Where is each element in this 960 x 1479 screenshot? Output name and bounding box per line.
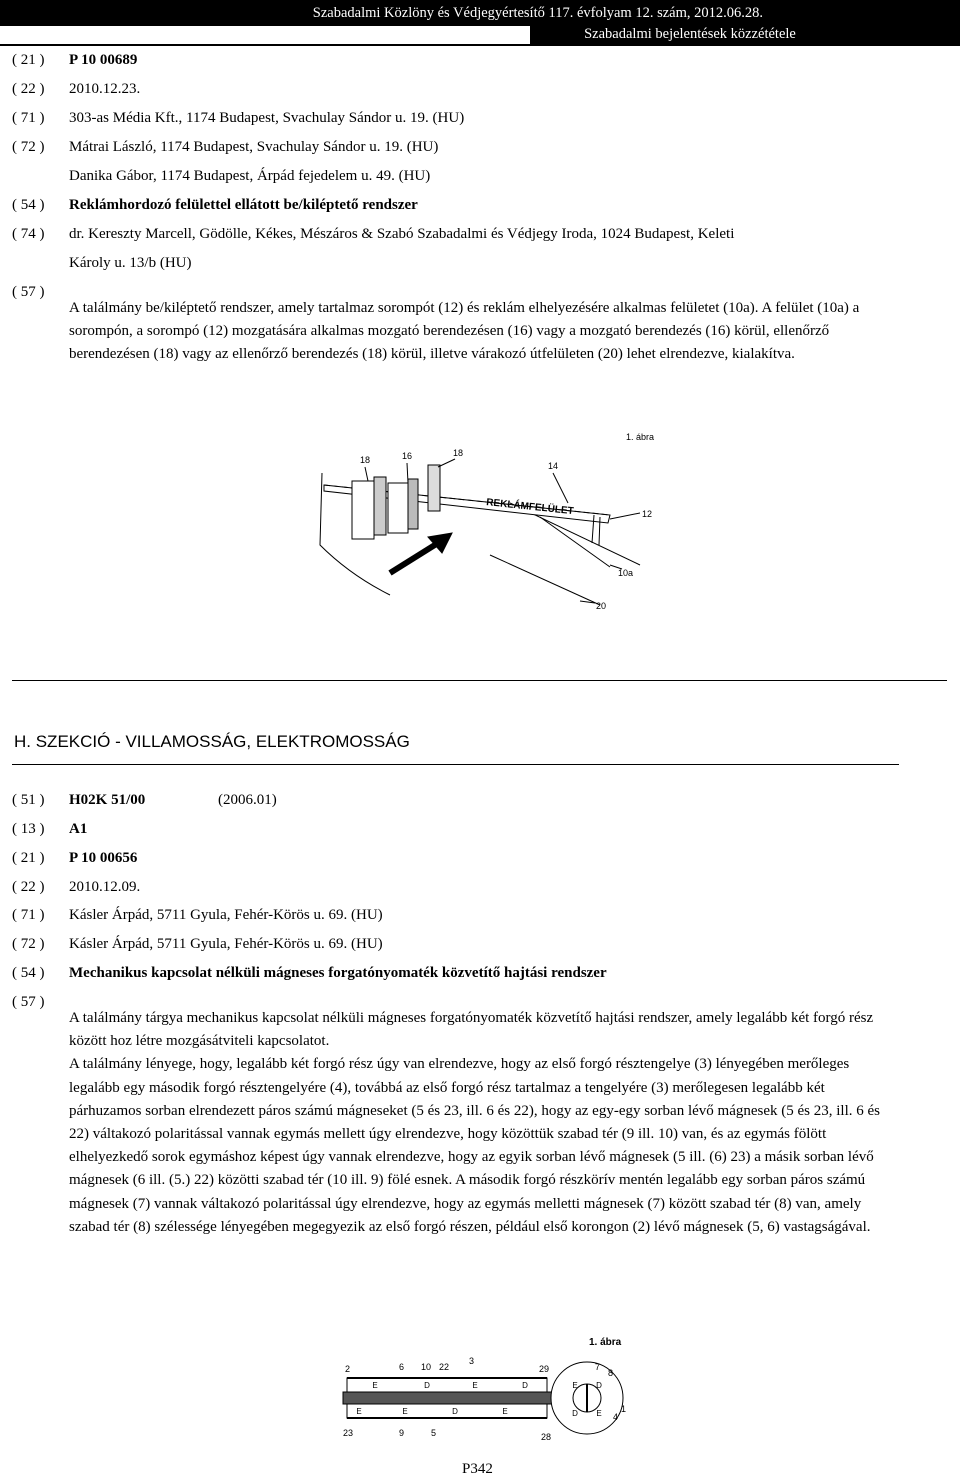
fig2-label-4: 4 xyxy=(613,1412,619,1422)
rotor-magnet-D2: D xyxy=(572,1409,578,1418)
post-16 xyxy=(388,483,408,533)
fig2-label-3: 3 xyxy=(469,1356,475,1366)
post-18-left-side xyxy=(374,477,386,535)
label-16: 16 xyxy=(402,451,413,461)
entry1-row-74: ( 74 ) dr. Kereszty Marcell, Gödölle, Kékes, Mészáros & Szabó Szabadalmi és Védjegy Iroda, 1024 Budapest, Keleti xyxy=(12,226,735,242)
fig2-label-22: 22 xyxy=(439,1362,450,1372)
entry1-row-72: ( 72 ) Mátrai László, 1174 Budapest, Svachulay Sándor u. 19. (HU) xyxy=(12,139,439,155)
entry1-row-21: ( 21 ) P 10 00689 xyxy=(12,52,138,68)
entry2-row-57: ( 57 ) xyxy=(12,994,45,1010)
label-18-left: 18 xyxy=(360,455,371,465)
figure1-caption: 1. ábra xyxy=(626,432,655,442)
entry1-row-72b: Danika Gábor, 1174 Budapest, Árpád fejedelem u. 49. (HU) xyxy=(69,168,431,184)
label-20: 20 xyxy=(596,601,607,611)
fig2-label-1: 1 xyxy=(621,1404,627,1414)
section-header xyxy=(0,22,960,46)
post-18-left xyxy=(352,481,374,539)
entry1-row-74b: Károly u. 13/b (HU) xyxy=(69,255,192,271)
magnet-E1: E xyxy=(372,1381,378,1390)
leader-18a xyxy=(365,467,368,481)
entry2-row-71: ( 71 ) Kásler Árpád, 5711 Gyula, Fehér-Körös u. 69. (HU) xyxy=(12,907,383,923)
entry2-abstract-p1: A találmány tárgya mechanikus kapcsolat nélküli mágneses forgatónyomaték közvetítő hajtási rendszer, amely legalább két forgó rész között hoz létre mozgásátviteli kapcsolatot. xyxy=(69,1010,874,1050)
barrier-figure xyxy=(310,425,670,620)
entry2-row-54: ( 54 ) Mechanikus kapcsolat nélküli mágneses forgatónyomaték közvetítő hajtási rendszer xyxy=(12,965,607,981)
rotor-magnet-E: E xyxy=(572,1381,578,1390)
fig2-label-29: 29 xyxy=(539,1364,550,1374)
rotor-magnet-D: D xyxy=(596,1381,602,1390)
entry2-abstract-p2: A találmány lényege, hogy, legalább két forgó rész úgy van elrendezve, hogy az első forgó résztengelye (3) lényegében merőleges legalább egy második forgó résztengelyére (4), továbbá az első forgó rész tartalmaz a tengelyére (3) merőlegesen legalább két párhuzamos sorban elrendezett páros számú mágneseket (5 és 23, ill. 6 és 22), hogy az egy-egy sorban lévő mágnesek (5 és 23, ill. 6 és 22) váltakozó polaritással vannak egymás mellett úgy elrendezve, hogy közöttük szabad tér (9 ill. 10) van, és az egymás fölött elhelyezkedő sorok egymáshoz képest úgy vannak elrendezve, hogy az egyik sorban lévő mágnesek (5 ill. (6) 23) a másik sorban lévő mágnesek (6 ill. (5.) 22) közötti szabad tér (10 ill. 9) fölé esnek. A második forgó részkörív mentén legalább egy sorban páros számú mágnesek (7) vannak váltakozó polaritással úgy elrendezve, hogy az egymás melletti mágnesek (7) között szabad tér (8) van, amely szabad tér (8) szélessége lényegében megegyezik az első forgó részen, például első korongon (2) lévő mágnesek (5, 6) vastagságával. xyxy=(69,1056,881,1235)
magnet-E5: E xyxy=(502,1407,508,1416)
entry1-row-71: ( 71 ) 303-as Média Kft., 1174 Budapest, Svachulay Sándor u. 19. (HU) xyxy=(12,110,465,126)
label-14: 14 xyxy=(548,461,559,471)
entry1-abstract: A találmány be/kiléptető rendszer, amely tartalmaz sorompót (12) és reklám elhelyezésére alkalmas felületet (10a). A felület (10a) a sorompón, a sorompó (12) mozgatására alkalmas mozgató berendezésen (16) vagy a mozgató berendezés (16) körül, ellenőrző berendezésen (18) vagy az ellenőrző berendezés (18) körül, illetve várakozó útfelületen (20) lehet elrendezve, kialakítva. xyxy=(69,300,860,363)
magnet-E3: E xyxy=(356,1407,362,1416)
magnet-E4: E xyxy=(402,1407,408,1416)
fig2-label-5: 5 xyxy=(431,1428,437,1438)
magnet-D1: D xyxy=(424,1381,430,1390)
section-header-label: Szabadalmi bejelentések közzététele xyxy=(584,26,796,42)
entry2-row-22: ( 22 ) 2010.12.09. xyxy=(12,879,141,895)
post-18-right xyxy=(428,465,440,511)
fig2-label-10: 10 xyxy=(421,1362,432,1372)
leader-18b xyxy=(438,459,455,467)
fig2-label-2: 2 xyxy=(345,1364,351,1374)
entry2-abstract xyxy=(69,1007,889,1239)
section-top-rule xyxy=(12,680,947,681)
fig2-label-6: 6 xyxy=(399,1362,405,1372)
fig2-label-7: 7 xyxy=(595,1362,601,1372)
magnetic-drive-figure xyxy=(335,1330,635,1448)
fig2-label-23: 23 xyxy=(343,1428,354,1438)
direction-arrow-shaft xyxy=(390,543,438,573)
section-title: H. SZEKCIÓ - VILLAMOSSÁG, ELEKTROMOSSÁG xyxy=(14,732,410,751)
leader-16 xyxy=(407,463,408,483)
entry1-row-54: ( 54 ) Reklámhordozó felülettel ellátott be/kiléptető rendszer xyxy=(12,197,418,213)
entry2-row-13: ( 13 ) A1 xyxy=(12,821,88,837)
rotor-magnet-E2: E xyxy=(596,1409,602,1418)
label-10a: 10a xyxy=(618,568,634,578)
billboard-text: REKLÁMFELÜLET xyxy=(485,497,575,518)
page-number: P342 xyxy=(462,1461,493,1477)
section-title-underline xyxy=(12,764,899,765)
entry2-row-72: ( 72 ) Kásler Árpád, 5711 Gyula, Fehér-Körös u. 69. (HU) xyxy=(12,936,383,952)
fig2-label-9: 9 xyxy=(399,1428,405,1438)
entry1-row-57: ( 57 ) xyxy=(12,284,45,300)
leader-14 xyxy=(553,473,568,503)
label-18-right: 18 xyxy=(453,448,464,458)
magnet-D3: D xyxy=(452,1407,458,1416)
road-lane xyxy=(490,555,600,605)
header-rule xyxy=(0,44,960,46)
fig2-label-8: 8 xyxy=(608,1368,614,1378)
magnet-D2: D xyxy=(522,1381,528,1390)
leader-12 xyxy=(610,513,640,519)
entry1-row-22: ( 22 ) 2010.12.23. xyxy=(12,81,141,97)
shaft-3 xyxy=(343,1392,553,1404)
journal-title: Szabadalmi Közlöny és Védjegyértesítő 117. évfolyam 12. szám, 2012.06.28. xyxy=(312,5,763,21)
fig2-label-28: 28 xyxy=(541,1432,552,1442)
label-12: 12 xyxy=(642,509,653,519)
entry2-row-51: ( 51 ) H02K 51/00 (2006.01) xyxy=(12,792,277,808)
figure2-caption: 1. ábra xyxy=(589,1337,622,1348)
entry2-row-21: ( 21 ) P 10 00656 xyxy=(12,850,138,866)
magnet-E2: E xyxy=(472,1381,478,1390)
post-16-side xyxy=(408,479,418,529)
